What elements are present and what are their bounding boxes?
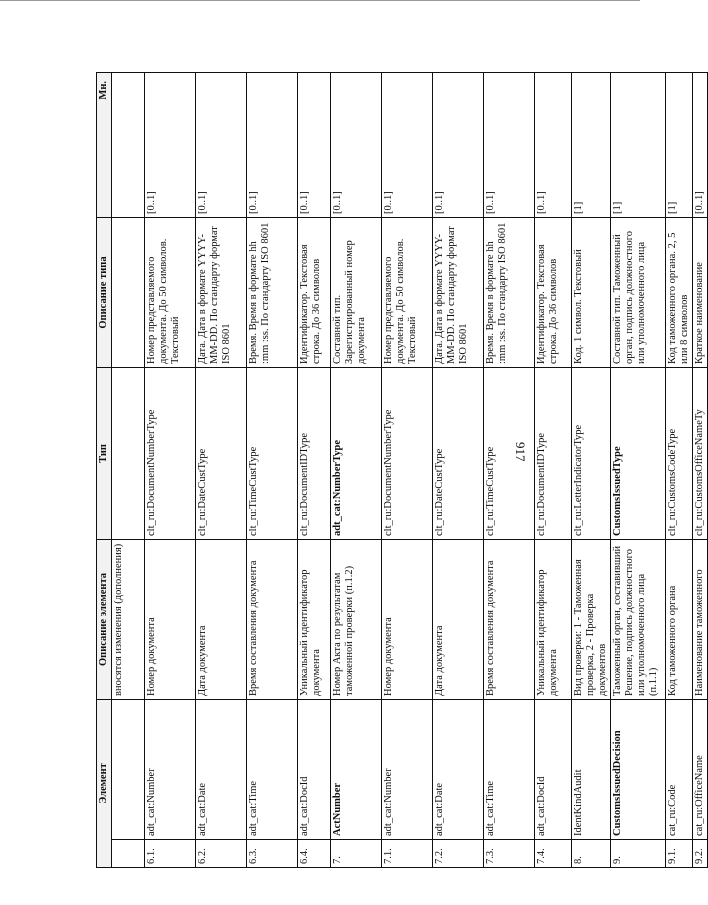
element-name: adt_cat:Number: [145, 700, 196, 840]
type-description: Код таможенного органа. 2, 5 или 8 символов: [666, 218, 693, 368]
type-description: Дата. Дата в формате YYYY-MM-DD. По стандарту формат ISO 8601: [196, 218, 247, 368]
row-number: 8.: [572, 840, 611, 868]
row-number: 6.3.: [247, 840, 298, 868]
element-description: Дата документа: [196, 540, 247, 700]
element-description: вносятся изменения (дополнения): [112, 540, 145, 700]
element-name: ActNumber: [331, 700, 382, 840]
element-name: cat_ru:OfficeName: [693, 700, 708, 840]
row-number: 7.2.: [433, 840, 484, 868]
row-number: 7.4.: [535, 840, 572, 868]
element-name: adt_cat:DocId: [298, 700, 331, 840]
element-description: Время составления документа: [247, 540, 298, 700]
multiplicity: [0..1]: [331, 73, 382, 218]
type-name: clt_ru:TimeCustType: [247, 368, 298, 540]
type-name: clt_ru:CustomsOfficeNameTy: [693, 368, 708, 540]
element-description: Таможенный орган, составивший Решение, подпись должностного или уполномоченного лица (п.1.1): [611, 540, 666, 700]
row-number: [112, 840, 145, 868]
element-description: Номер Акта по результатам таможенной проверки (п.1.2): [331, 540, 382, 700]
element-name: CustomsIssuedDecision: [611, 700, 666, 840]
type-description: Идентификатор. Текстовая строка. До 36 символов: [535, 218, 572, 368]
element-name: adt_cat:Date: [196, 700, 247, 840]
row-number: 7.: [331, 840, 382, 868]
type-description: Номер представляемого документа. До 50 символов. Текстовый: [382, 218, 433, 368]
type-description: Составной тип. Зарегистрированный номер документа: [331, 218, 382, 368]
multiplicity: [0..1]: [535, 73, 572, 218]
type-description: Время. Время в формате hh :mm :ss. По стандарту ISO 8601: [484, 218, 535, 368]
element-description: Вид проверки: 1 - Таможенная проверка, 2 - Проверка документов: [572, 540, 611, 700]
type-name: CustomsIssuedType: [611, 368, 666, 540]
element-description: Время составления документа: [484, 540, 535, 700]
type-name: [112, 368, 145, 540]
type-description: Идентификатор. Текстовая строка. До 36 символов: [298, 218, 331, 368]
type-name: adt_cat:NumberType: [331, 368, 382, 540]
header-element: Элемент: [97, 700, 112, 868]
element-name: adt_cat:Time: [484, 700, 535, 840]
multiplicity: [0..1]: [298, 73, 331, 218]
element-name: IdentKindAudit: [572, 700, 611, 840]
element-name: adt_cat:Time: [247, 700, 298, 840]
element-name: [112, 700, 145, 840]
row-number: 9.1.: [666, 840, 693, 868]
row-number: 9.: [611, 840, 666, 868]
element-description: Уникальный идентификатор документа: [535, 540, 572, 700]
schema-table: [96, 72, 708, 868]
multiplicity: [0..1]: [484, 73, 535, 218]
element-description: Номер документа: [145, 540, 196, 700]
multiplicity: [0..1]: [382, 73, 433, 218]
type-name: clt_ru:DocumentNumberType: [382, 368, 433, 540]
header-element-description: Описание элемента: [97, 540, 112, 700]
multiplicity: [0..1]: [196, 73, 247, 218]
header-type-description: Описание типа: [97, 218, 112, 368]
type-description: Код. 1 символ. Текстовый: [572, 218, 611, 368]
row-number: 9.2.: [693, 840, 708, 868]
element-name: adt_cat:Date: [433, 700, 484, 840]
type-name: clt_ru:DocumentNumberType: [145, 368, 196, 540]
type-name: clt_ru:TimeCustType: [484, 368, 535, 540]
multiplicity: [0..1]: [247, 73, 298, 218]
table-row: [112, 73, 145, 868]
page-number: 917: [513, 442, 528, 462]
type-name: clt_ru:DocumentIDType: [535, 368, 572, 540]
table-row: [433, 73, 484, 868]
rotated-table-wrapper: [96, 73, 705, 868]
type-name: clt_ru:DateCustType: [196, 368, 247, 540]
table-row: [247, 73, 298, 868]
table-header-row: [97, 73, 112, 868]
type-description: [112, 218, 145, 368]
type-name: clt_ru:LetterIndicatorType: [572, 368, 611, 540]
type-name: clt_ru:CustomsCodeType: [666, 368, 693, 540]
multiplicity: [1]: [611, 73, 666, 218]
table-row: [572, 73, 611, 868]
row-number: 6.1.: [145, 840, 196, 868]
type-description: Составной тип. Таможенный орган, подпись должностного или уполномоченного лица: [611, 218, 666, 368]
header-multiplicity: Мн.: [97, 73, 112, 218]
table-row: [666, 73, 693, 868]
row-number: 7.1.: [382, 840, 433, 868]
row-number: 6.4.: [298, 840, 331, 868]
table-row: [611, 73, 666, 868]
table-row: [535, 73, 572, 868]
element-description: Уникальный идентификатор документа: [298, 540, 331, 700]
element-name: adt_cat:Number: [382, 700, 433, 840]
multiplicity: [1]: [666, 73, 693, 218]
type-name: clt_ru:DateCustType: [433, 368, 484, 540]
element-description: Номер документа: [382, 540, 433, 700]
element-description: Дата документа: [433, 540, 484, 700]
type-description: Краткое наименование: [693, 218, 708, 368]
multiplicity: [1]: [572, 73, 611, 218]
table-row: [196, 73, 247, 868]
type-name: clt_ru:DocumentIDType: [298, 368, 331, 540]
header-type: Тип: [97, 368, 112, 540]
table-row: [331, 73, 382, 868]
element-name: cat_ru:Code: [666, 700, 693, 840]
element-description: Наименование таможенного: [693, 540, 708, 700]
type-description: Номер представляемого документа. До 50 символов. Текстовый: [145, 218, 196, 368]
type-description: Дата. Дата в формате YYYY-MM-DD. По стандарту формат ISO 8601: [433, 218, 484, 368]
table-row: [382, 73, 433, 868]
row-number: 7.3.: [484, 840, 535, 868]
multiplicity: [112, 73, 145, 218]
table-row: [298, 73, 331, 868]
type-description: Время. Время в формате hh :mm :ss. По стандарту ISO 8601: [247, 218, 298, 368]
table-row: [693, 73, 708, 868]
multiplicity: [0..1]: [145, 73, 196, 218]
multiplicity: [0..1]: [433, 73, 484, 218]
table-row: [145, 73, 196, 868]
row-number: 6.2.: [196, 840, 247, 868]
element-description: Код таможенного органа: [666, 540, 693, 700]
multiplicity: [0..1]: [693, 73, 708, 218]
top-rule: [0, 0, 640, 1]
element-name: adt_cat:DocId: [535, 700, 572, 840]
table-row: [484, 73, 535, 868]
